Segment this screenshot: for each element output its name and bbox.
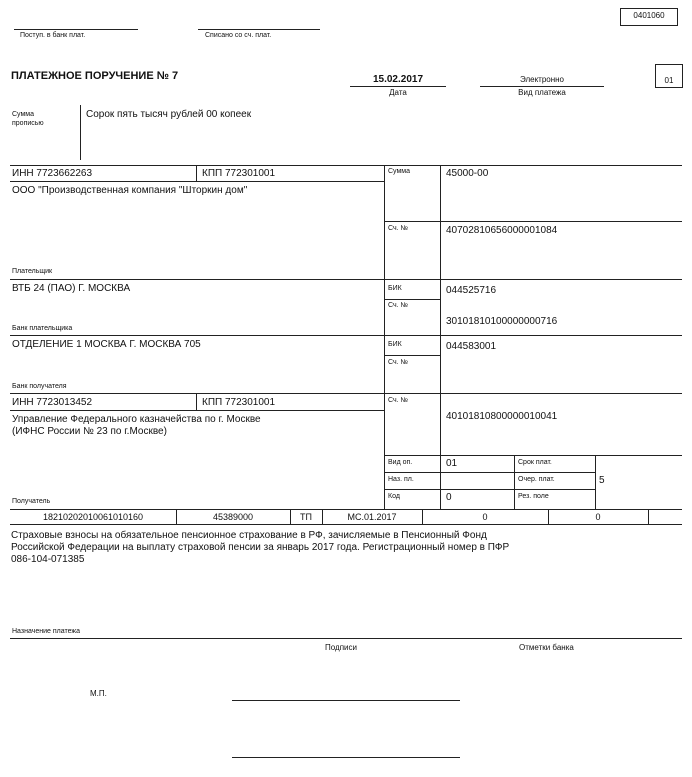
- oktmo-value: 45389000: [212, 512, 254, 522]
- recipient-kpp: КПП 772301001: [202, 397, 276, 408]
- recipient-name-2: (ИФНС России № 23 по г.Москве): [12, 426, 167, 437]
- payer-bank-account-label: Сч. №: [388, 302, 409, 309]
- recipient-bank-account-label: Сч. №: [388, 359, 409, 366]
- doc-number-value: 0: [482, 512, 488, 522]
- payer-inn: ИНН 7723662263: [12, 168, 93, 179]
- grid-value-divider: [440, 165, 441, 509]
- debited-line: [198, 29, 320, 30]
- recipient-label: Получатель: [12, 498, 51, 505]
- recipient-bank-name: ОТДЕЛЕНИЕ 1 МОСКВА Г. МОСКВА 705: [12, 339, 201, 350]
- basis-value: ТП: [300, 512, 312, 522]
- payer-bank-bottom-line: [10, 335, 682, 336]
- payment-type-line: [480, 86, 604, 87]
- payer-name: ООО "Производственная компания "Шторкин дом": [12, 185, 248, 196]
- purpose-bottom-line: [10, 638, 682, 639]
- recipient-account-label: Сч. №: [388, 397, 409, 404]
- grid-main-divider: [384, 165, 385, 509]
- order-value: 5: [599, 475, 605, 486]
- op-type-label: Вид оп.: [388, 459, 413, 466]
- code-label: Код: [388, 493, 400, 500]
- stamp-label: М.П.: [90, 689, 107, 698]
- amount-row-line: [384, 221, 682, 222]
- form-code: 0401060: [633, 11, 665, 20]
- status-code: 01: [664, 76, 674, 85]
- tax-divider-6: [648, 509, 649, 524]
- purpose-code-label: Наз. пл.: [388, 476, 414, 483]
- payer-bank-bik-value: 044525716: [446, 285, 497, 296]
- payer-inn-kpp-divider: [196, 165, 197, 181]
- op-row-3-line: [384, 489, 595, 490]
- order-label: Очер. плат.: [518, 476, 555, 483]
- date-line: [350, 86, 446, 87]
- date-value: 15.02.2017: [372, 74, 424, 85]
- amount-words-label-2: прописью: [12, 120, 44, 127]
- date-label: Дата: [389, 88, 407, 97]
- op-top-line: [384, 455, 682, 456]
- signatures-label: Подписи: [325, 643, 357, 652]
- recipient-name-1: Управление Федерального казначейства по г. Москве: [12, 414, 261, 425]
- debited-label: Списано со сч. плат.: [205, 32, 272, 39]
- received-label: Поступ. в банк плат.: [20, 32, 86, 39]
- kbk-value: 18210202010061010160: [42, 512, 144, 522]
- recipient-account-value: 40101810800000010041: [446, 411, 558, 422]
- purpose-line-3: 086-104-071385: [11, 554, 85, 565]
- payer-bank-label: Банк плательщика: [12, 325, 73, 332]
- amount-words-label-1: Сумма: [12, 111, 34, 118]
- recipient-inn-row-line: [10, 410, 384, 411]
- reserve-label: Рез. поле: [518, 493, 549, 500]
- op-mid-divider: [514, 455, 515, 509]
- bank-marks-label: Отметки банка: [519, 643, 574, 652]
- purpose-line-1: Страховые взносы на обязательное пенсионное страхование в РФ, зачисляемые в Пенсионный Фонд: [11, 530, 487, 541]
- payer-account-value: 40702810656000001084: [446, 225, 558, 236]
- payer-bank-bik-line: [384, 299, 440, 300]
- payer-bank-bik-label: БИК: [388, 285, 402, 292]
- payer-bottom-line: [10, 279, 682, 280]
- payer-amount-label: Сумма: [388, 168, 410, 175]
- tax-row-top-line: [10, 509, 682, 510]
- signature-line-1: [232, 700, 460, 701]
- purpose-line-2: Российской Федерации на выплату страховой пенсии за январь 2017 года. Регистрационный номер в ПФР: [11, 542, 510, 553]
- op-row-2-line: [384, 472, 595, 473]
- recipient-bank-label: Банк получателя: [12, 383, 67, 390]
- code-value: 0: [446, 492, 452, 503]
- recipient-inn: ИНН 7723013452: [12, 397, 93, 408]
- tax-row-bottom-line: [10, 524, 682, 525]
- payer-account-label: Сч. №: [388, 225, 409, 232]
- recipient-bank-bottom-line: [10, 393, 682, 394]
- payment-type-label: Вид платежа: [518, 88, 566, 97]
- period-value: МС.01.2017: [347, 512, 397, 522]
- payer-bank-name: ВТБ 24 (ПАО) Г. МОСКВА: [12, 283, 131, 294]
- recipient-bank-bik-line: [384, 355, 440, 356]
- payer-inn-row-line: [10, 181, 384, 182]
- recipient-bank-bik-label: БИК: [388, 341, 402, 348]
- recipient-inn-kpp-divider: [196, 393, 197, 410]
- term-label: Срок плат.: [518, 459, 552, 466]
- signature-line-2: [232, 757, 460, 758]
- payer-bank-account-value: 30101810100000000716: [446, 316, 558, 327]
- op-type-value: 01: [446, 458, 458, 469]
- amount-words-divider: [80, 105, 81, 160]
- payer-kpp: КПП 772301001: [202, 168, 276, 179]
- payer-amount-value: 45000-00: [446, 168, 489, 179]
- doc-date-value: 0: [595, 512, 601, 522]
- amount-words-value: Сорок пять тысяч рублей 00 копеек: [86, 109, 252, 120]
- payer-label: Плательщик: [12, 268, 53, 275]
- received-line: [14, 29, 138, 30]
- grid-top-line: [10, 165, 682, 166]
- recipient-bank-bik-value: 044583001: [446, 341, 497, 352]
- payment-type-value: Электронно: [519, 75, 565, 84]
- document-title: ПЛАТЕЖНОЕ ПОРУЧЕНИЕ № 7: [11, 70, 179, 82]
- purpose-label: Назначение платежа: [12, 628, 80, 635]
- op-right-divider: [595, 455, 596, 509]
